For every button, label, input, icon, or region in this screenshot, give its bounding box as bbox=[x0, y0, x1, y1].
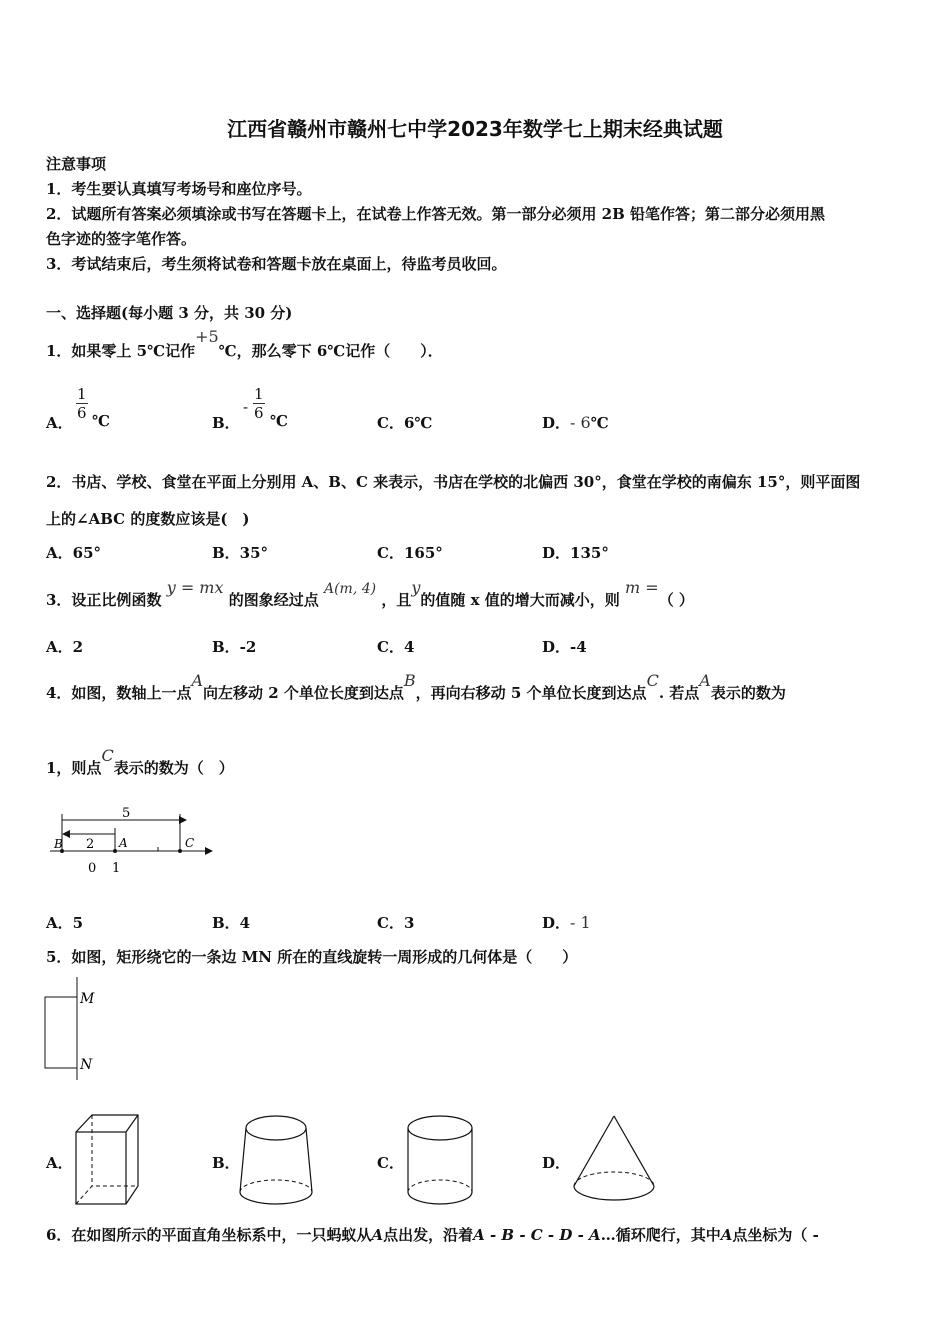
q1-option-a-unit: ℃ bbox=[92, 412, 110, 430]
q5-option-d-cone-figure bbox=[568, 1108, 660, 1212]
q1-option-b-fraction bbox=[253, 385, 265, 422]
q2-stem-line2: 上的∠ABC 的度数应该是( ) bbox=[46, 510, 250, 528]
q1-plus5: +5 bbox=[195, 327, 219, 346]
q4-option-b: B．4 bbox=[212, 914, 251, 932]
q5-option-b-frustum-figure bbox=[236, 1110, 316, 1210]
q4-axis-arrow bbox=[205, 847, 213, 855]
q1-option-d-value: - 6 bbox=[570, 413, 591, 432]
q1-option-d-label: D． bbox=[542, 414, 571, 432]
q4-fig-label-a: A bbox=[119, 836, 128, 850]
q4-arrow-2-head bbox=[62, 830, 70, 838]
q3-option-b: B．-2 bbox=[212, 638, 257, 656]
q5-rectangle bbox=[45, 997, 77, 1068]
q5-frustum-left-side bbox=[240, 1128, 246, 1192]
q4-stem-line1 bbox=[46, 671, 786, 703]
q1-option-b-label: B． bbox=[212, 414, 240, 432]
q6-path: A - B - C - D - A bbox=[473, 1226, 601, 1244]
q5-frustum-right-side bbox=[306, 1128, 312, 1192]
q4-p3: ，再向右移动 5 个单位长度到达点 bbox=[415, 684, 647, 702]
q4-p1: 4．如图，数轴上一点 bbox=[46, 684, 192, 702]
page-title: 江西省赣州市赣州七中学2023年数学七上期末经典试题 bbox=[227, 117, 723, 141]
q3-mid1: 的图象经过点 bbox=[228, 591, 319, 609]
q3-post: （ ） bbox=[658, 591, 694, 609]
notice-item-2: 2．试题所有答案必须填涂或书写在答题卡上，在试卷上作答无效。第一部分必须用 2B 铅笔作答；第二部分必须用黑 bbox=[46, 205, 826, 223]
q4-point-b: B bbox=[403, 671, 416, 690]
q4-p4: . 若点 bbox=[658, 684, 700, 702]
q1-stem bbox=[46, 327, 443, 361]
q2-option-b: B．35° bbox=[212, 544, 269, 562]
q4-option-c: C．3 bbox=[377, 914, 415, 932]
q4-l2b: 表示的数为（ ） bbox=[113, 759, 234, 777]
q1-option-b-sign: - bbox=[243, 398, 249, 416]
q2-option-d: D．135° bbox=[542, 544, 609, 562]
q1-option-a-denominator: 6 bbox=[77, 404, 87, 422]
q4-option-d-label: D． bbox=[542, 914, 571, 932]
q4-point-a2: A bbox=[699, 671, 711, 690]
q5-cone-left-side bbox=[574, 1116, 614, 1186]
q5-frustum-top bbox=[246, 1116, 306, 1140]
q1-pre: 1．如果零上 5℃记作 bbox=[46, 342, 196, 360]
q6-point-a: A bbox=[371, 1226, 384, 1244]
q5-prism-top-right-edge bbox=[126, 1115, 138, 1132]
q1-option-a-fraction bbox=[76, 385, 88, 422]
q3-option-c: C．4 bbox=[377, 638, 415, 656]
q6-pre: 6．在如图所示的平面直角坐标系中，一只蚂蚁从 bbox=[46, 1226, 372, 1244]
q4-label-2: 2 bbox=[86, 837, 95, 852]
q2-option-c: C．165° bbox=[377, 544, 443, 562]
q4-label-5: 5 bbox=[122, 806, 131, 821]
q4-option-a: A．5 bbox=[46, 914, 84, 932]
q6-mid2: …循环爬行，其中 bbox=[600, 1226, 721, 1244]
q5-option-c-cylinder-figure bbox=[402, 1110, 482, 1210]
q3-m-equals: m = bbox=[625, 578, 659, 597]
q1-option-a-numerator: 1 bbox=[77, 385, 87, 403]
notice-heading: 注意事项 bbox=[46, 155, 107, 173]
q3-option-d: D．-4 bbox=[542, 638, 587, 656]
q4-fig-label-b: B bbox=[54, 837, 63, 851]
q5-cylinder-base-front bbox=[408, 1192, 472, 1204]
q5-option-a-label: A． bbox=[46, 1154, 73, 1172]
q4-point-a-dot bbox=[113, 849, 117, 853]
q6-mid: 点出发，沿着 bbox=[383, 1226, 474, 1244]
q5-option-d-label: D． bbox=[542, 1154, 571, 1172]
q3-formula-y-mx: y = mx bbox=[166, 578, 224, 597]
q5-option-c-label: C． bbox=[377, 1154, 404, 1172]
q4-l2a: 1，则点 bbox=[46, 759, 102, 777]
q1-option-b-denominator: 6 bbox=[254, 404, 264, 422]
q4-stem-line2 bbox=[46, 746, 234, 778]
q3-option-a: A．2 bbox=[46, 638, 84, 656]
q4-p5: 表示的数为 bbox=[710, 684, 786, 702]
q5-rectangle-figure bbox=[40, 975, 120, 1085]
q1-option-b-unit: ℃ bbox=[270, 412, 288, 430]
q4-number-line-figure bbox=[40, 800, 220, 880]
q1-post: ℃，那么零下 6℃记作（ ）． bbox=[218, 342, 443, 360]
q5-cone-base-back bbox=[574, 1172, 654, 1186]
q2-option-a: A．65° bbox=[46, 544, 102, 562]
q4-point-c-dot bbox=[178, 849, 182, 853]
q4-point-a: A bbox=[191, 671, 204, 690]
q5-option-a-prism-figure bbox=[72, 1110, 142, 1210]
q5-cylinder-top bbox=[408, 1116, 472, 1140]
q1-option-d-unit: ℃ bbox=[590, 414, 609, 432]
q6-post: 点坐标为（ - bbox=[732, 1226, 819, 1244]
q5-cone-base-front bbox=[574, 1186, 654, 1200]
q4-p2: 向左移动 2 个单位长度到达点 bbox=[203, 684, 404, 702]
q5-prism-hidden-base bbox=[76, 1186, 138, 1204]
q4-fig-label-0: 0 bbox=[88, 861, 97, 876]
q6-stem bbox=[46, 1224, 819, 1245]
q6-point-a2: A bbox=[720, 1226, 733, 1244]
q1-option-c: C．6℃ bbox=[377, 414, 433, 432]
q3-mid2: ，且 bbox=[381, 591, 412, 609]
q3-stem bbox=[46, 578, 694, 610]
q4-option-d bbox=[542, 912, 591, 933]
q5-cone-right-side bbox=[614, 1116, 654, 1186]
q3-mid3: 的值随 x 值的增大而减小，则 bbox=[420, 591, 620, 609]
q1-option-b-numerator: 1 bbox=[254, 385, 264, 403]
notice-item-2-cont: 色字迹的签字笔作答。 bbox=[46, 230, 197, 248]
section-heading: 一、选择题(每小题 3 分，共 30 分) bbox=[46, 304, 293, 322]
q5-prism-front bbox=[76, 1132, 126, 1204]
q4-point-c2: C bbox=[101, 746, 114, 765]
notice-item-3: 3．考试结束后，考生须将试卷和答题卡放在桌面上，待监考员收回。 bbox=[46, 255, 507, 273]
q5-label-n: N bbox=[80, 1057, 93, 1073]
q1-option-a-label: A． bbox=[46, 414, 73, 432]
q3-pre: 3．设正比例函数 bbox=[46, 591, 162, 609]
q1-option-d bbox=[542, 412, 609, 433]
q4-option-d-value: - 1 bbox=[570, 913, 591, 932]
q4-fig-label-1: 1 bbox=[112, 861, 121, 876]
q2-stem-line1: 2．书店、学校、食堂在平面上分别用 A、B、C 来表示，书店在学校的北偏西 30°，食堂在学校的南偏东 15°，则平面图 bbox=[46, 473, 861, 491]
q4-fig-label-c: C bbox=[185, 836, 195, 850]
q5-frustum-base-back bbox=[240, 1180, 312, 1192]
q3-var-y: y bbox=[411, 578, 421, 597]
q5-cylinder-base-back bbox=[408, 1180, 472, 1192]
notice-item-1: 1．考生要认真填写考场号和座位序号。 bbox=[46, 180, 312, 198]
q3-point-a: A(m, 4) bbox=[323, 581, 377, 597]
q4-point-c: C bbox=[646, 671, 659, 690]
q5-label-m: M bbox=[80, 991, 95, 1007]
q5-frustum-base-front bbox=[240, 1192, 312, 1204]
q5-stem: 5．如图，矩形绕它的一条边 MN 所在的直线旋转一周形成的几何体是（ ） bbox=[46, 948, 578, 966]
q5-option-b-label: B． bbox=[212, 1154, 240, 1172]
